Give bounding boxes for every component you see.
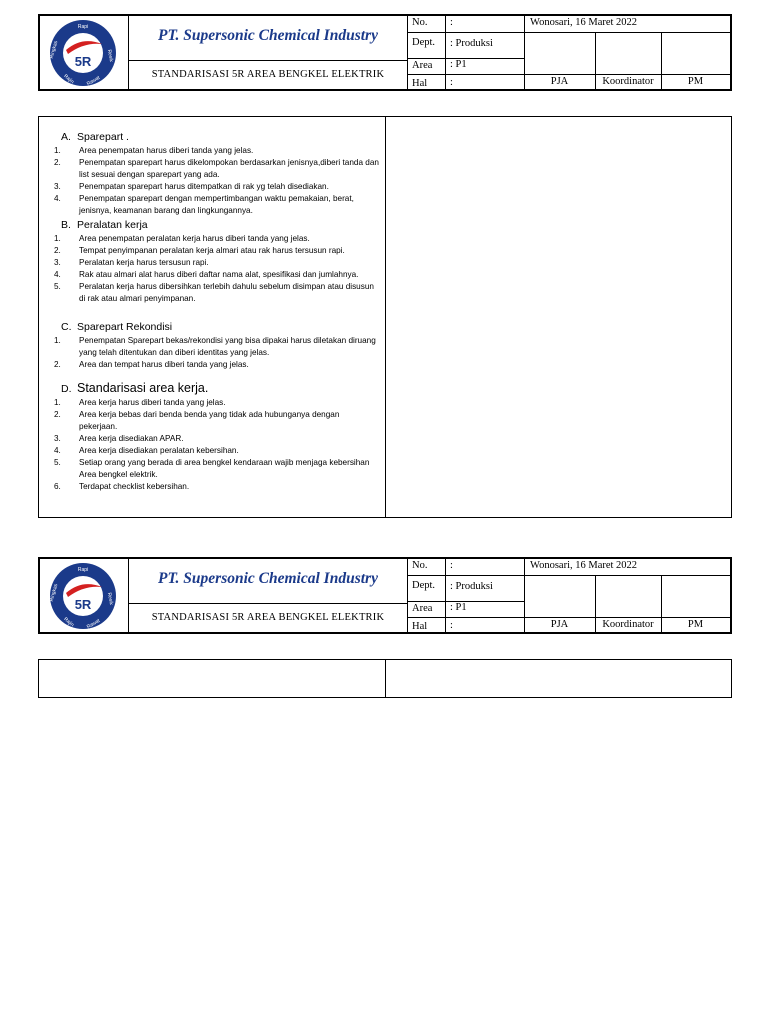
list-item: 1. Area kerja harus diberi tanda yang jelas. <box>54 398 226 407</box>
list-item: 2. Area kerja bebas dari benda benda yang tidak ada hubunganya dengan pekerjaan. <box>54 410 340 431</box>
content-box-page-2 <box>38 659 732 698</box>
logo-right-text: Resik <box>105 49 115 63</box>
company-cell <box>129 16 407 61</box>
signature-pm: PM <box>687 76 704 87</box>
5r-logo-icon <box>46 561 120 631</box>
list-item: 2. Area dan tempat harus diberi tanda yang jelas. <box>54 360 249 369</box>
list-item: 1. Area penempatan harus diberi tanda yang jelas. <box>54 146 254 155</box>
company-cell <box>129 559 407 604</box>
logo-cell <box>40 559 129 632</box>
list-item: 5. Setiap orang yang berada di area bengkel kendaraan wajib menjaga kebersihan Area bengkel elektrik. <box>54 458 370 479</box>
content-box <box>38 116 732 518</box>
area-value: : P1 <box>450 59 467 70</box>
document-title: STANDARISASI 5R AREA BENGKEL ELEKTRIK <box>151 612 385 623</box>
standards-list <box>49 129 379 493</box>
hal-value: : <box>450 620 453 631</box>
list-item: 3. Area kerja disediakan APAR. <box>54 434 184 443</box>
no-label: No. <box>412 17 428 28</box>
no-value: : <box>450 17 453 28</box>
signature-pm: PM <box>687 619 704 630</box>
section-heading: D. Standarisasi area kerja. <box>61 381 209 395</box>
list-item: 2. Penempatan sparepart harus dikelompokan berdasarkan jenisnya,diberi tanda dan list sesuai dengan sparepart yang ada. <box>54 158 379 179</box>
area-value: : P1 <box>450 602 467 613</box>
document-title: STANDARISASI 5R AREA BENGKEL ELEKTRIK <box>151 69 385 80</box>
no-value: : <box>450 560 453 571</box>
list-item: 2. Tempat penyimpanan peralatan kerja almari atau rak harus tersusun rapi. <box>54 246 345 255</box>
dept-value: : Produksi <box>450 38 493 49</box>
dept-label: Dept. <box>412 580 436 591</box>
document-header-page-2 <box>38 557 732 634</box>
area-label: Area <box>412 603 433 614</box>
5r-logo-icon <box>46 18 120 88</box>
logo-top-text: Rapi <box>77 24 89 30</box>
list-item: 6. Terdapat checklist kebersihan. <box>54 482 190 491</box>
list-item: 1. Penempatan Sparepart bekas/rekondisi yang bisa dipakai harus diletakan diruang yang telah ditentukan dan diberi identitas yang jelas. <box>54 336 376 357</box>
list-item: 4. Penempatan sparepart dengan mempertimbangan waktu pemakaian, berat, jenisnya, keamanan barang dan lingkungannya. <box>54 194 354 215</box>
dept-value: : Produksi <box>450 581 493 592</box>
signature-koordinator: Koordinator <box>602 76 654 87</box>
logo-left-text: Ringkas <box>48 583 60 603</box>
document-header <box>38 14 732 91</box>
list-item: 5. Peralatan kerja harus dibersihkan terlebih dahulu sebelum disimpan atau disusun di rak atau almari penyimpanan. <box>54 282 374 303</box>
logo-cell <box>40 16 129 89</box>
signature-koordinator: Koordinator <box>602 619 654 630</box>
logo-center-text: 5R <box>74 54 92 69</box>
company-name: PT. Supersonic Chemical Industry <box>158 27 378 44</box>
list-item: 3. Penempatan sparepart harus ditempatkan di rak yg telah disediakan. <box>54 182 329 191</box>
hal-value: : <box>450 77 453 88</box>
logo-bottom-text: Rawat <box>85 617 102 631</box>
logo-center-text: 5R <box>74 597 92 612</box>
logo-left-bottom-text: Rajin <box>62 616 75 629</box>
area-label: Area <box>412 60 433 71</box>
signature-pja: PJA <box>550 619 569 630</box>
section-list <box>49 397 379 493</box>
no-label: No. <box>412 560 428 571</box>
section-list <box>49 145 379 217</box>
hal-label: Hal <box>412 78 428 89</box>
section-heading: B. Peralatan kerja <box>61 219 148 231</box>
hal-label: Hal <box>412 621 428 632</box>
logo-bottom-text: Rawat <box>85 74 102 88</box>
dept-label: Dept. <box>412 37 436 48</box>
company-name: PT. Supersonic Chemical Industry <box>158 570 378 587</box>
date-text: Wonosari, 16 Maret 2022 <box>530 17 638 28</box>
list-item: 4. Rak atau almari alat harus diberi daftar nama alat, spesifikasi dan jumlahnya. <box>54 270 359 279</box>
section-heading: A. Sparepart . <box>61 131 129 143</box>
signature-pja: PJA <box>550 76 569 87</box>
logo-left-text: Ringkas <box>48 40 60 60</box>
list-item: 1. Area penempatan peralatan kerja harus diberi tanda yang jelas. <box>54 234 310 243</box>
logo-left-bottom-text: Rajin <box>62 73 75 86</box>
logo-right-text: Resik <box>105 592 115 606</box>
logo-top-text: Rapi <box>77 567 89 573</box>
list-item: 3. Peralatan kerja harus tersusun rapi. <box>54 258 209 267</box>
section-list <box>49 335 379 371</box>
date-text: Wonosari, 16 Maret 2022 <box>530 560 638 571</box>
section-heading: C. Sparepart Rekondisi <box>61 321 173 333</box>
list-item: 4. Area kerja disediakan peralatan kebersihan. <box>54 446 239 455</box>
section-list <box>49 233 379 305</box>
